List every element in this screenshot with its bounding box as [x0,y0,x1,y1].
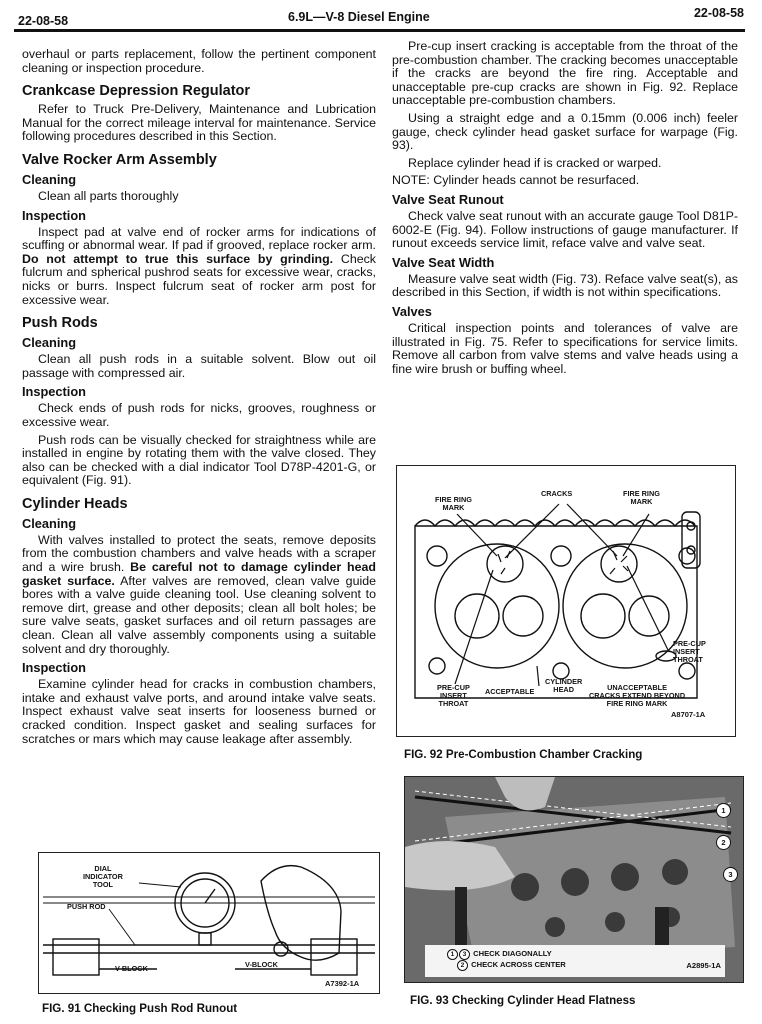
left-column [22,48,376,750]
heading-valve-rocker-arm: Valve Rocker Arm Assembly [22,151,217,168]
vsr-paragraph: Check valve seat runout with an accurate gauge Tool D81P-6002-E (Fig. 94). Follow instructions of gauge manufacturer. If runout exceeds service limit, reface valve and valve seat. [392,208,738,251]
label-cylinder-head: CYLINDER HEAD [545,677,583,694]
note-resurfacing: NOTE: Cylinder heads cannot be resurfaced. [392,173,640,188]
label-precup-throat-left: PRE-CUP INSERT THROAT [437,683,470,708]
vsw-paragraph: Measure valve seat width (Fig. 73). Reface valve seat(s), as described in this Section, if width is not within specifications. [392,271,738,300]
legend-diagonal: 1 3 CHECK DIAGONALLY [447,949,552,960]
label-push-rod: PUSH ROD [67,902,106,911]
figure-code: A7392-1A [325,979,360,988]
subheading-inspection: Inspection [22,384,86,400]
pr-inspection-paragraph-2: Push rods can be visually checked for straightness while are installed in engine by rotating them with the valve closed. They also can be checked with a dial indicator Tool D78P-4201-G, or equivalent (Fig. 91). [22,432,376,488]
page-number-right: 22-08-58 [693,6,744,20]
label-v-block-right: V-BLOCK [245,960,278,969]
label-v-block-left: V-BLOCK [115,964,148,973]
heading-cylinder-heads: Cylinder Heads [22,495,128,512]
subheading-inspection: Inspection [22,660,86,676]
straight-edge-paragraph: Using a straight edge and a 0.15mm (0.006 inch) feeler gauge, check cylinder head gasket surface for warpage (Fig. 93). [392,110,738,153]
vra-insp-text-a: Inspect pad at valve end of rocker arms for indications of scuffing or abnormal wear. If pad if grooved, replace rocker arm. [22,224,376,253]
ch-clean-text-b: After valves are removed, clean valve guide bores with a valve guide cleaning tool. Use cleaning solvent to remove dirt, grease and other deposits; clean all bolt holes; be sure valve seats, gasket surfaces and oil return passages are clean. Clean all valve assembly components using a suitable solvent and dry thoroughly. [22,573,376,656]
subheading-cleaning: Cleaning [22,515,77,531]
valves-paragraph: Critical inspection points and tolerances of valve are illustrated in Fig. 75. Refer to specifications for service limits. Remove all carbon from valve stems and valve heads using a fine wire brush or buffing wheel. [392,320,738,376]
replace-head-paragraph: Replace cylinder head if is cracked or warped. [408,155,662,170]
figure-code: A8707-1A [671,710,706,719]
page-header [18,6,744,30]
caption-fig-92: FIG. 92 Pre-Combustion Chamber Cracking [404,748,643,761]
callout-3: 3 [723,867,738,882]
running-title: 6.9L—V-8 Diesel Engine [288,10,430,24]
heading-valve-seat-width: Valve Seat Width [392,254,495,270]
heading-valves: Valves [392,303,432,319]
vra-insp-warning: Do not attempt to true this surface by grinding. [22,251,334,266]
pr-cleaning-paragraph: Clean all push rods in a suitable solvent. Blow out oil passage with compressed air. [22,352,376,380]
ch-cleaning-paragraph [22,534,376,656]
callout-2: 2 [716,835,731,850]
page-number-left: 22-08-58 [18,14,69,28]
label-precup-throat-right: PRE-CUP INSERT THROAT [673,639,706,664]
subheading-inspection: Inspection [22,207,86,223]
label-acceptable: ACCEPTABLE [485,687,535,696]
subheading-cleaning: Cleaning [22,171,77,187]
heading-crankcase-depression-regulator: Crankcase Depression Regulator [22,83,251,100]
heading-push-rods: Push Rods [22,315,98,332]
caption-fig-93: FIG. 93 Checking Cylinder Head Flatness [410,994,636,1007]
figure-92-precombustion-cracking [396,465,736,737]
ch-inspection-paragraph: Examine cylinder head for cracks in combustion chambers, intake and exhaust valve ports, and around intake valve seats. Inspect exhaust valve seat inserts for looseness burned or cracked condition. Inspect gasket and sealing surfaces for scratches or mars which may cause leakage after assembly. [22,677,376,746]
vra-cleaning-paragraph: Clean all parts thoroughly [38,188,179,203]
subheading-cleaning: Cleaning [22,335,77,351]
callout-1: 1 [716,803,731,818]
intro-paragraph: overhaul or parts replacement, follow the pertinent component cleaning or inspection procedure. [22,47,376,75]
header-rule [14,29,745,32]
ccdr-paragraph: Refer to Truck Pre-Delivery, Maintenance and Lubrication Manual for the correct mileage interval for maintenance. Service following procedures described in this Section. [22,102,376,144]
label-fire-ring-left: FIRE RING MARK [435,495,472,512]
figure-91-push-rod-runout [38,852,380,994]
label-cracks: CRACKS [541,489,573,498]
figure-93-legend [425,945,725,977]
legend-center: 2 CHECK ACROSS CENTER [457,960,566,971]
ch-clean-text-a: With valves installed to protect the seats, remove deposits from the combustion chambers and valve heads with a scraper and a wire brush. [22,532,376,575]
caption-fig-91: FIG. 91 Checking Push Rod Runout [42,1002,238,1015]
ch-clean-warning: Be careful not to damage cylinder head gasket surface. [22,560,376,588]
figure-93-head-flatness [404,776,744,983]
label-dial-indicator-tool: DIAL INDICATOR TOOL [83,864,123,889]
label-fire-ring-right: FIRE RING MARK [623,489,660,506]
vra-insp-text-b: Check fulcrum and spherical pushrod seats for excessive wear, cracks, nicks or burrs. Inspect fulcrum seat of rocker arm post for excessive wear. [22,251,376,307]
figure-code: A2895-1A [686,961,721,970]
heading-valve-seat-runout: Valve Seat Runout [392,191,504,207]
precup-paragraph: Pre-cup insert cracking is acceptable from the throat of the pre-combustion chamber. The cracking becomes unacceptable if the cracks are beyond the fire ring. Acceptable and unacceptable pre-cup cracks are shown in Fig. 92. Replace unacceptable pre-combustion chambers. [392,39,738,108]
vra-inspection-paragraph [22,226,376,308]
pr-inspection-paragraph-1: Check ends of push rods for nicks, grooves, roughness or excessive wear. [22,401,376,429]
label-unacceptable: UNACCEPTABLE CRACKS EXTEND BEYOND FIRE RING MARK [589,683,686,708]
right-column [392,40,738,380]
